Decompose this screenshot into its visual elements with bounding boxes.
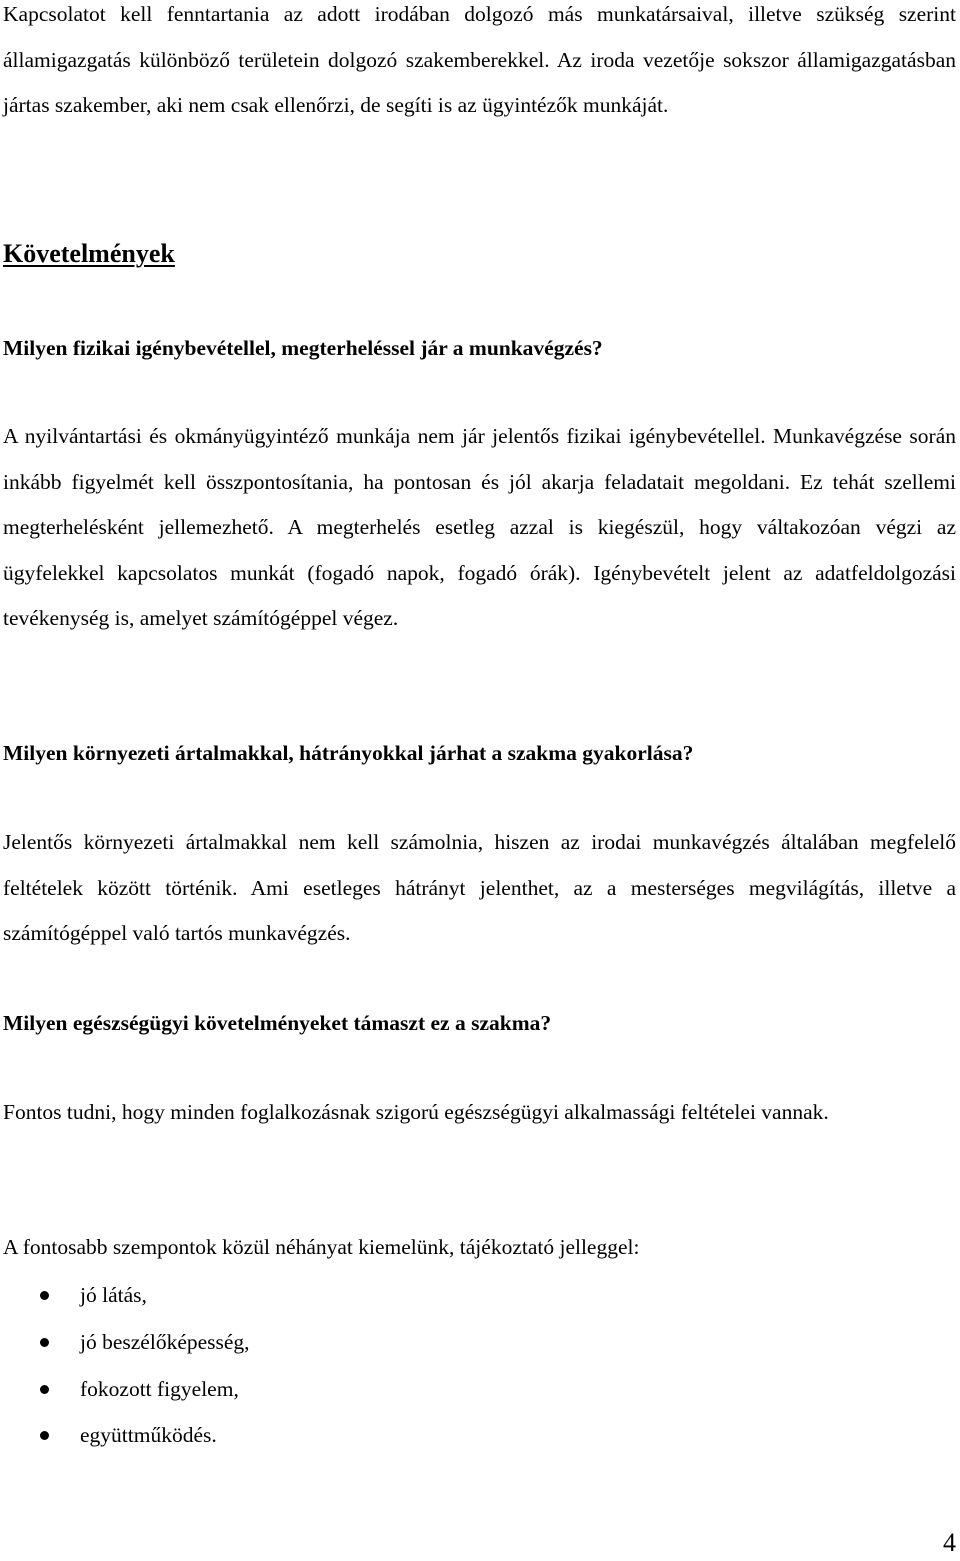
list-item — [0, 1412, 250, 1459]
answer-physical-load: A nyilvántartási és okmányügyintéző munkája nem jár jelentős fizikai igénybevétellel. Munkavégzése során inkább figyelmét kell összpontosítania, ha pontosan és jól akarja feladatait megoldani. Ez tehát szellemi megterhelésként jellemezhető. A megterhelés esetleg azzal is kiegészül, hogy váltakozóan végzi az ügyfelekkel kapcsolatos munkát (fogadó napok, fogadó órák). Igénybevételt jelent az adatfeldolgozási tevékenység is, amelyet számítógéppel végez. — [3, 424, 956, 630]
section-title: Követelmények — [3, 239, 175, 268]
list-item-text: fokozott figyelem, — [80, 1376, 239, 1401]
question-physical-load: Milyen fizikai igénybevétellel, megterheléssel jár a munkavégzés? — [3, 336, 603, 360]
bullet-icon — [40, 1385, 49, 1394]
question-health-requirements: Milyen egészségügyi követelményeket támaszt ez a szakma? — [3, 1011, 552, 1035]
bullet-icon — [40, 1431, 49, 1440]
list-item-text: együttműködés. — [80, 1423, 217, 1448]
list-item — [0, 1272, 250, 1319]
intro-paragraph: Kapcsolatot kell fenntartania az adott irodában dolgozó más munkatársaival, illetve szükség szerint államigazgatás különböző területein dolgozó szakemberekkel. Az iroda vezetője sokszor államigazgatásban jártas szakember, aki nem csak ellenőrzi, de segíti is az ügyintézők munkáját. — [3, 2, 956, 117]
list-item-text: jó beszélőképesség, — [80, 1329, 250, 1354]
question-environmental-hazards: Milyen környezeti ártalmakkal, hátrányokkal járhat a szakma gyakorlása? — [3, 741, 694, 765]
requirements-list — [0, 1272, 250, 1459]
answer-environmental-hazards: Jelentős környezeti ártalmakkal nem kell számolnia, hiszen az irodai munkavégzés általában megfelelő feltételek között történik. Ami esetleges hátrányt jelenthet, az a mesterséges megvilágítás, illetve a számítógéppel való tartós munkavégzés. — [3, 830, 956, 945]
bullet-icon — [40, 1338, 49, 1347]
list-intro: A fontosabb szempontok közül néhányat kiemelünk, tájékoztató jelleggel: — [3, 1235, 640, 1259]
bullet-icon — [40, 1291, 49, 1300]
page-number: 4 — [943, 1528, 956, 1557]
list-item — [0, 1366, 250, 1413]
list-item-text: jó látás, — [80, 1283, 147, 1307]
list-item — [0, 1319, 250, 1366]
answer-health-requirements: Fontos tudni, hogy minden foglalkozásnak szigorú egészségügyi alkalmassági feltételei vannak. — [3, 1100, 829, 1124]
